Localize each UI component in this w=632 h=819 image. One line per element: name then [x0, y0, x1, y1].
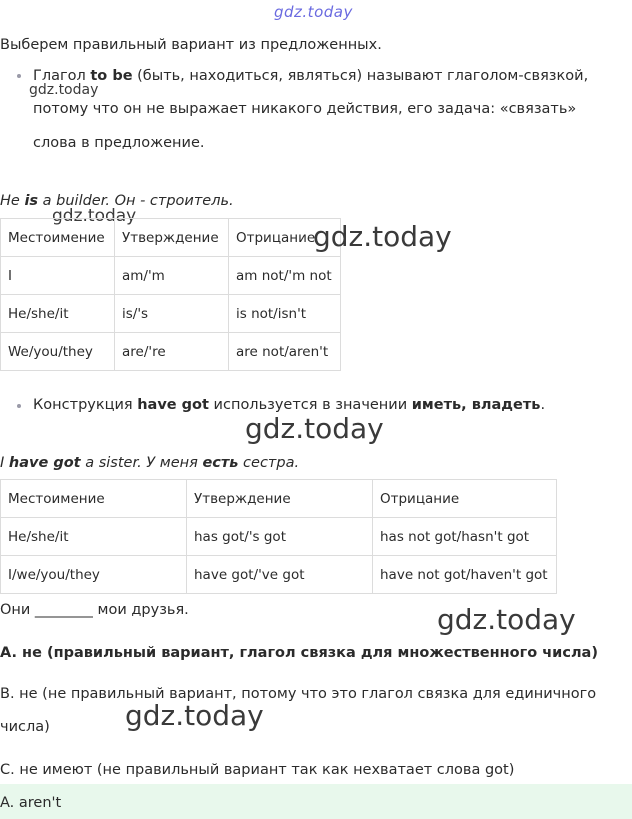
watermark-small-2: gdz.today: [52, 206, 137, 226]
table-cell: am/'m: [115, 257, 229, 295]
answer-box: [0, 784, 632, 819]
table-header-cell: Отрицание: [373, 480, 557, 518]
table-header-cell: Местоимение: [1, 480, 187, 518]
table-cell: am not/'m not: [229, 257, 341, 295]
example2-bold1: have got: [8, 455, 81, 471]
table-cell: I: [1, 257, 115, 295]
watermark-small-1: gdz.today: [29, 82, 99, 98]
intro-text: Выберем правильный вариант из предложенных.: [0, 37, 382, 53]
bullet2-middle: используется в значении: [208, 397, 412, 413]
answer-text: A. aren't: [0, 795, 62, 811]
table-cell: have got/'ve got: [187, 556, 373, 594]
table-header-cell: Местоимение: [1, 219, 115, 257]
table-header-cell: Утверждение: [187, 480, 373, 518]
table-row: [1, 333, 341, 371]
bullet1-prefix: Глагол: [33, 68, 91, 84]
bullet1-rest: (быть, находиться, являться) называют глаголом-связкой,: [132, 68, 589, 84]
example1-bold: is: [24, 193, 39, 209]
example2: [0, 454, 299, 472]
option-c: C. не имеют (не правильный вариант так как нехватает слова got): [0, 762, 515, 778]
table-header-cell: Утверждение: [115, 219, 229, 257]
example2-bold2: есть: [202, 455, 239, 471]
table-row: [1, 295, 341, 333]
bullet-dot: [17, 404, 21, 408]
table-cell: He/she/it: [1, 518, 187, 556]
example1-part2: a builder. Он - строитель.: [38, 193, 234, 209]
table-header-cell: Отрицание: [229, 219, 341, 257]
watermark-large-3: gdz.today: [437, 603, 576, 636]
example2-part1: I: [0, 455, 9, 471]
table-row: [1, 556, 557, 594]
example1-part1: He: [0, 193, 25, 209]
table-cell: are not/aren't: [229, 333, 341, 371]
table-cell: is/'s: [115, 295, 229, 333]
bullet2-bold2: иметь, владеть: [411, 397, 541, 413]
watermark-large-1: gdz.today: [313, 220, 452, 253]
question-text: Они ________ мои друзья.: [0, 602, 189, 618]
table-cell: have not got/haven't got: [373, 556, 557, 594]
bullet2-prefix: Конструкция: [33, 397, 138, 413]
option-b-line1: B. не (не правильный вариант, потому что это глагол связка для единичного: [0, 686, 597, 702]
table-to-be: [0, 218, 341, 371]
bullet2-suffix: .: [540, 397, 546, 413]
table-row: [1, 518, 557, 556]
bullet-dot: [17, 74, 21, 78]
option-a: A. не (правильный вариант, глагол связка для множественного числа): [0, 645, 598, 661]
table-row: [1, 257, 341, 295]
table-cell: We/you/they: [1, 333, 115, 371]
example2-part3: сестра.: [238, 455, 300, 471]
watermark-large-2: gdz.today: [245, 412, 384, 445]
bullet1-line1: [33, 67, 588, 85]
table-cell: I/we/you/they: [1, 556, 187, 594]
option-b-line2: числа): [0, 719, 50, 735]
table-cell: are/'re: [115, 333, 229, 371]
bullet2-bold1: have got: [137, 397, 209, 413]
bullet1-line3: слова в предложение.: [33, 135, 205, 151]
table-cell: is not/isn't: [229, 295, 341, 333]
table-header-row: [1, 219, 341, 257]
table-cell: He/she/it: [1, 295, 115, 333]
table-cell: has not got/hasn't got: [373, 518, 557, 556]
watermark-top: gdz.today: [274, 3, 353, 21]
example2-part2: a sister. У меня: [80, 455, 203, 471]
table-header-row: [1, 480, 557, 518]
table-cell: has got/'s got: [187, 518, 373, 556]
watermark-large-4: gdz.today: [125, 699, 264, 732]
bullet1-line2: потому что он не выражает никакого действия, его задача: «связать»: [33, 101, 577, 117]
table-have-got: [0, 479, 557, 594]
bullet1-bold: to be: [90, 68, 133, 84]
